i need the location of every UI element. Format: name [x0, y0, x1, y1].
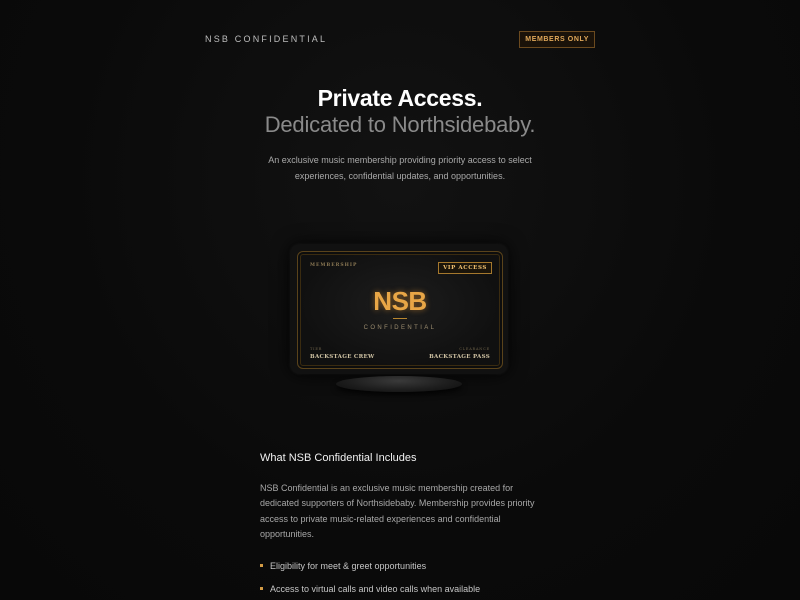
- card-frame: [290, 244, 508, 374]
- hero-section: [0, 84, 800, 184]
- nsb-logo: NSB: [373, 286, 427, 316]
- card-clearance-field: [429, 347, 490, 360]
- bullet-icon: [260, 587, 263, 590]
- includes-body: NSB Confidential is an exclusive music membership created for dedicated supporters of Northsidebaby. Membership provides priority access to private music-related experiences and confidential opportunities.: [260, 483, 535, 540]
- list-item-label: Access to virtual calls and video calls when available: [270, 583, 481, 594]
- list-item: [260, 560, 540, 572]
- list-item-label: Eligibility for meet & greet opportunities: [270, 560, 427, 571]
- card-tier-key: TIER: [310, 347, 323, 351]
- card-clearance-value: BACKSTAGE PASS: [429, 354, 490, 360]
- includes-section: [260, 450, 540, 600]
- bullet-icon: [260, 564, 263, 567]
- card-tier-value: BACKSTAGE CREW: [310, 354, 375, 360]
- membership-card: [297, 251, 503, 369]
- membership-card-display: [290, 244, 510, 394]
- card-clearance-key: CLEARANCE: [459, 347, 490, 351]
- card-membership-label: MEMBERSHIP: [310, 263, 358, 268]
- includes-list: [260, 560, 540, 595]
- members-only-badge: MEMBERS ONLY: [519, 31, 595, 48]
- hero-subtitle: Dedicated to Northsidebaby.: [264, 112, 536, 137]
- list-item: [260, 583, 540, 595]
- hero-description: An exclusive music membership providing priority access to select experiences, confidential updates, and opportunities.: [268, 155, 532, 181]
- hero-title: Private Access.: [317, 85, 483, 111]
- top-bar: [205, 30, 595, 48]
- brand-name[interactable]: NSB CONFIDENTIAL: [205, 34, 328, 44]
- vip-access-badge: VIP ACCESS: [438, 262, 492, 274]
- card-confidential-text: CONFIDENTIAL: [363, 325, 437, 331]
- card-tier-field: [310, 347, 374, 360]
- card-pedestal: [336, 376, 462, 392]
- includes-title: What NSB Confidential Includes: [260, 452, 417, 464]
- logo-divider: [393, 318, 407, 319]
